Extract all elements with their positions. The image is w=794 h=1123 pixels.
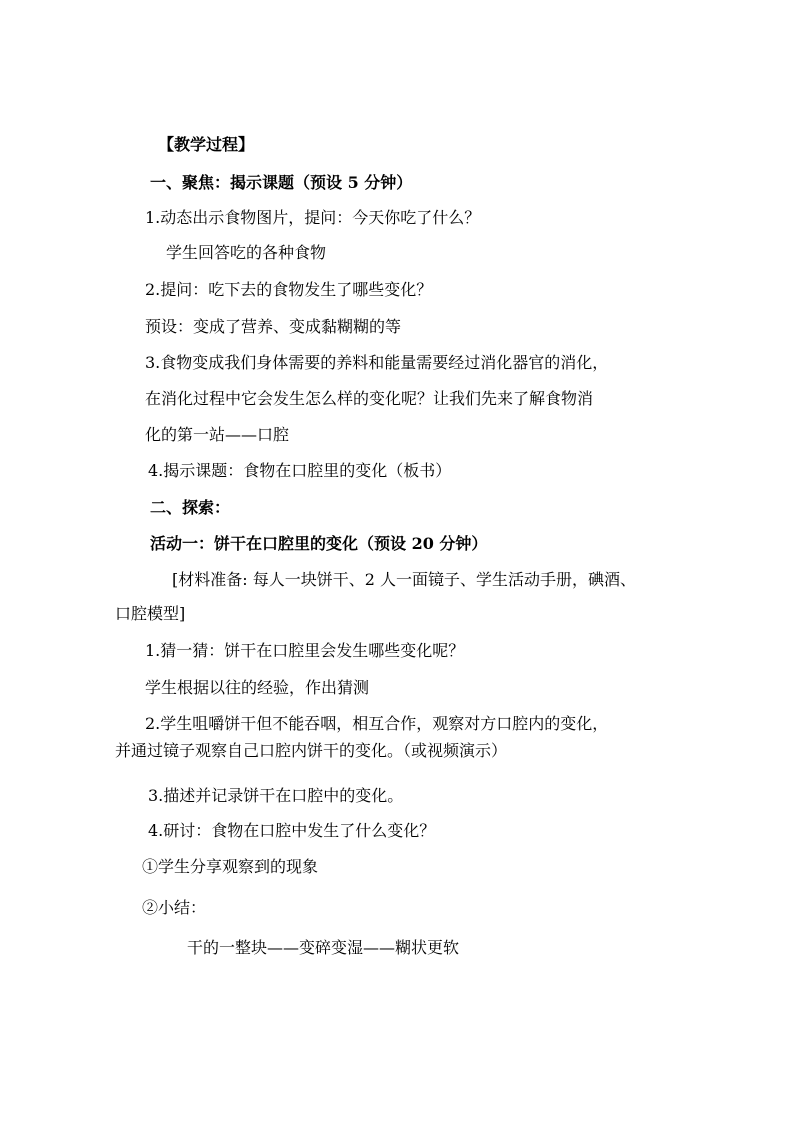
section-heading-2: 二、探索： [150, 498, 231, 517]
paragraph-item-2: 2.提问：吃下去的食物发生了哪些变化？ [145, 280, 433, 299]
paragraph-item-1-note: 学生回答吃的各种食物 [166, 243, 327, 262]
activity-step-2-line1: 2.学生咀嚼饼干但不能吞咽，相互合作，观察对方口腔内的变化， [145, 714, 609, 733]
heading: 【教学过程】 [158, 135, 255, 154]
activity-heading: 活动一：饼干在口腔里的变化（预设 20 分钟） [150, 534, 488, 553]
activity-step-4-sub-2: ②小结： [142, 898, 207, 917]
materials-line-1: [材料准备: 每人一块饼干、2 人一面镜子、学生活动手册，碘酒、 [172, 570, 636, 589]
paragraph-item-1: 1.动态出示食物图片，提问：今天你吃了什么？ [145, 208, 481, 227]
paragraph-item-3-line2: 在消化过程中它会发生怎么样的变化呢？让我们先来了解食物消 [145, 389, 594, 408]
materials-line-2: 口腔模型] [115, 604, 186, 623]
paragraph-item-3-line1: 3.食物变成我们身体需要的养料和能量需要经过消化器官的消化， [145, 353, 609, 372]
activity-step-4: 4.研讨：食物在口腔中发生了什么变化？ [148, 821, 436, 840]
activity-step-4-sub-1: ①学生分享观察到的现象 [142, 857, 319, 876]
activity-step-2-line2: 并通过镜子观察自己口腔内饼干的变化。（或视频演示） [115, 741, 508, 760]
activity-step-1-note: 学生根据以往的经验，作出猜测 [145, 678, 370, 697]
paragraph-item-4: 4.揭示课题：食物在口腔里的变化（板书） [148, 461, 452, 480]
paragraph-item-3-line3: 化的第一站——口腔 [145, 425, 290, 444]
summary-text: 干的一整块——变碎变湿——糊状更软 [187, 938, 460, 957]
section-heading-1: 一、聚焦：揭示课题（预设 5 分钟） [150, 173, 413, 192]
activity-step-3: 3.描述并记录饼干在口腔中的变化。 [148, 786, 404, 805]
activity-step-1: 1.猜一猜：饼干在口腔里会发生哪些变化呢？ [145, 641, 465, 660]
paragraph-item-2-note: 预设：变成了营养、变成黏糊糊的等 [145, 317, 402, 336]
